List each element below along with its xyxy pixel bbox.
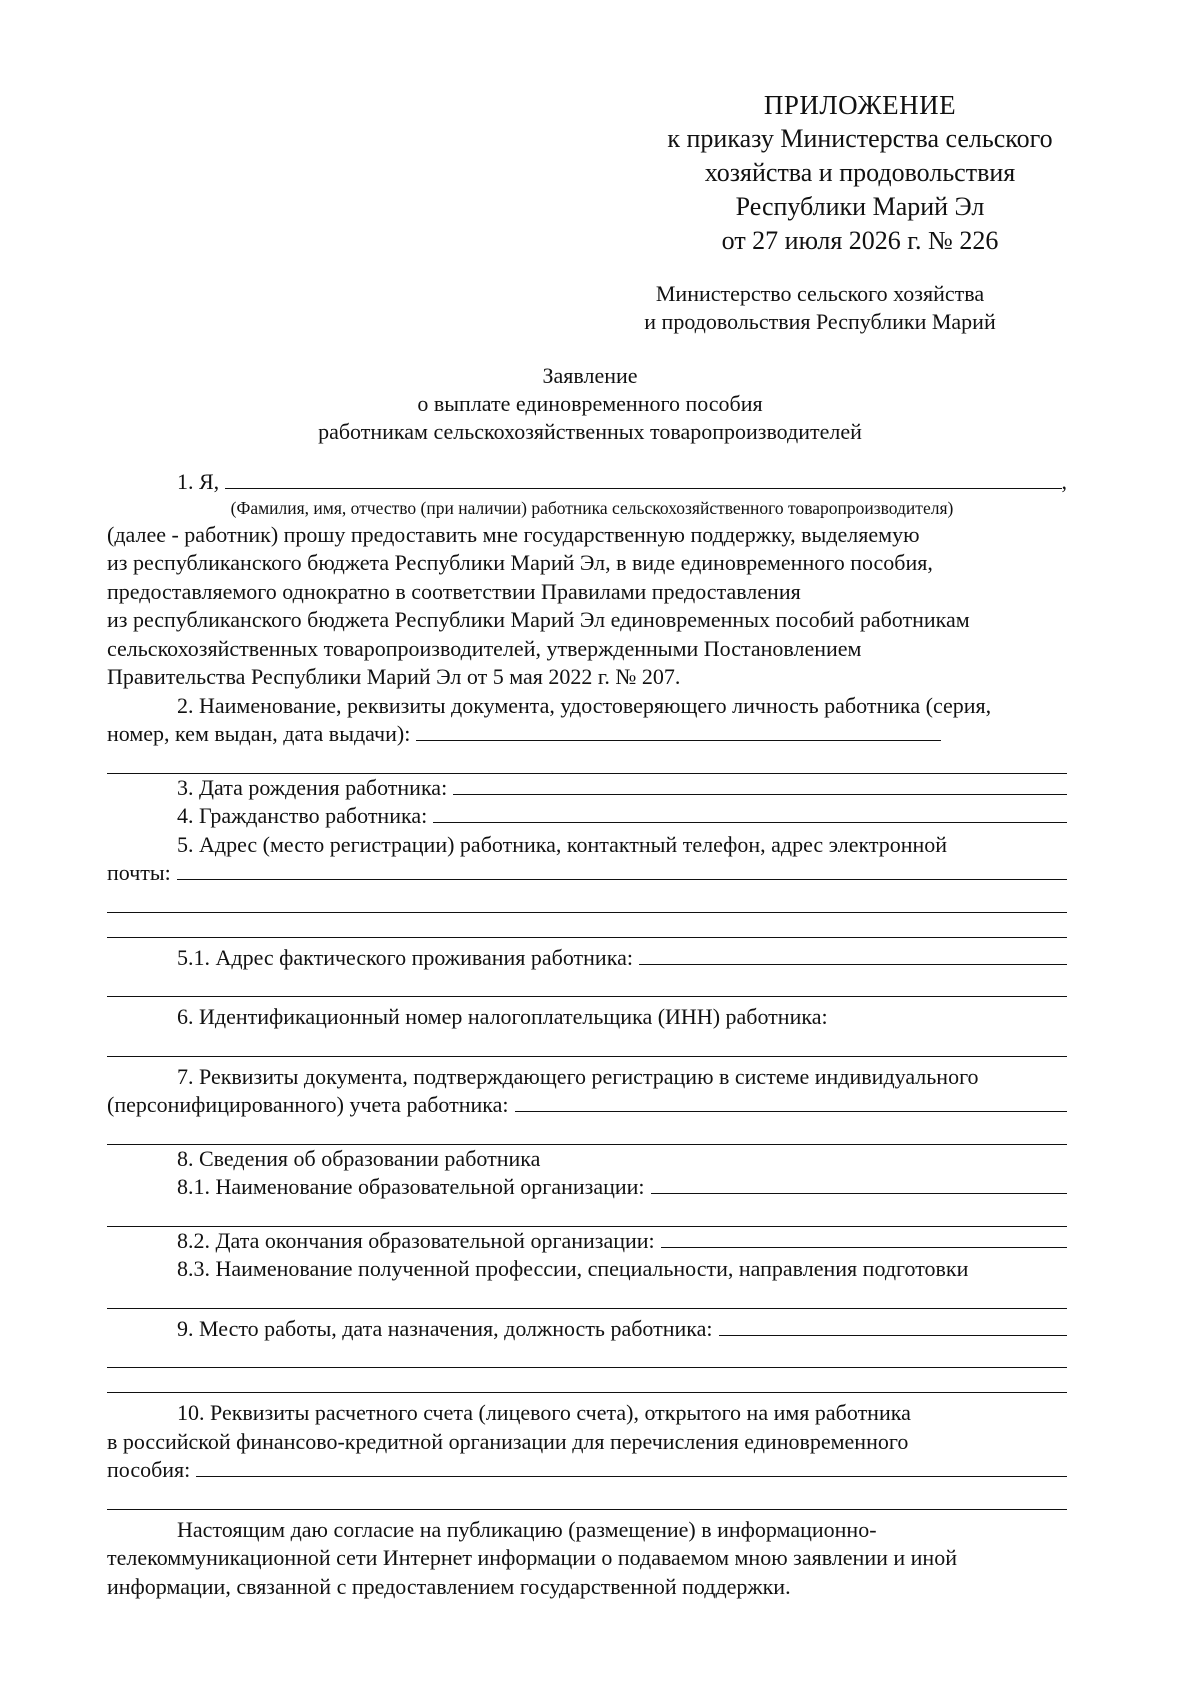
inn-field[interactable] bbox=[107, 1032, 1067, 1057]
registration-address-field-continued[interactable] bbox=[107, 888, 1067, 913]
item-2-text: 2. Наименование, реквизиты документа, удостоверяющего личность работника (серия, bbox=[177, 692, 992, 718]
appendix-line: от 27 июля 2026 г. № 226 bbox=[721, 226, 999, 255]
bank-account-field-continued[interactable] bbox=[107, 1485, 1067, 1510]
item-1-comma: , bbox=[1061, 469, 1067, 494]
item-5-1-label: 5.1. Адрес фактического проживания работника: bbox=[177, 944, 633, 970]
item-10-line bbox=[107, 1456, 1067, 1485]
item-9-line bbox=[107, 1315, 1067, 1344]
bank-account-field[interactable] bbox=[196, 1458, 1067, 1477]
item-8-2-line bbox=[107, 1227, 1067, 1256]
consent-text: Настоящим даю согласие на публикацию (размещение) в информационно- bbox=[177, 1516, 877, 1542]
item-8-1-label: 8.1. Наименование образовательной организации: bbox=[177, 1174, 645, 1199]
item-7-text: 7. Реквизиты документа, подтверждающего регистрацию в системе индивидуального bbox=[177, 1063, 979, 1089]
item-1-text: предоставляемого однократно в соответствии Правилами предоставления bbox=[107, 578, 801, 604]
birth-date-field[interactable] bbox=[453, 776, 1067, 795]
item-1-text: из республиканского бюджета Республики Марий Эл, в виде единовременного пособия, bbox=[107, 550, 933, 575]
heading-line: Заявление bbox=[542, 363, 638, 388]
item-1-line bbox=[107, 468, 1067, 497]
form-body bbox=[107, 468, 1067, 1601]
item-8-3-text: 8.3. Наименование полученной профессии, специальности, направления подготовки bbox=[177, 1256, 969, 1281]
item-4-label: 4. Гражданство работника: bbox=[177, 803, 428, 828]
personal-account-document-field-continued[interactable] bbox=[107, 1120, 1067, 1145]
item-5-label: почты: bbox=[107, 860, 171, 885]
registration-address-field-continued[interactable] bbox=[107, 913, 1067, 938]
consent-text: информации, связанной с предоставлением государственной поддержки. bbox=[107, 1573, 791, 1599]
item-6-text: 6. Идентификационный номер налогоплательщика (ИНН) работника: bbox=[177, 1004, 828, 1029]
item-1-text: сельскохозяйственных товаропроизводителей, утвержденными Постановлением bbox=[107, 635, 862, 661]
addressee-line: и продовольствия Республики Марий bbox=[644, 309, 996, 334]
full-name-caption: (Фамилия, имя, отчество (при наличии) работника сельскохозяйственного товаропроизводителя) bbox=[230, 497, 954, 518]
item-2-label: номер, кем выдан, дата выдачи): bbox=[107, 721, 411, 746]
item-2-line bbox=[107, 720, 1067, 749]
workplace-field-continued[interactable] bbox=[107, 1343, 1067, 1368]
item-8-2-label: 8.2. Дата окончания образовательной организации: bbox=[177, 1227, 655, 1253]
item-7-line bbox=[107, 1091, 1067, 1120]
workplace-field[interactable] bbox=[719, 1317, 1067, 1336]
item-1-text: (далее - работник) прошу предоставить мне государственную поддержку, выделяемую bbox=[107, 521, 920, 547]
actual-address-field-continued[interactable] bbox=[107, 972, 1067, 997]
item-4-line bbox=[107, 802, 1067, 831]
appendix-line: хозяйства и продовольствия bbox=[704, 158, 1016, 187]
appendix-title: ПРИЛОЖЕНИЕ bbox=[763, 90, 957, 120]
actual-address-field[interactable] bbox=[639, 946, 1067, 965]
document-heading bbox=[150, 362, 1030, 446]
item-5-text: 5. Адрес (место регистрации) работника, контактный телефон, адрес электронной bbox=[177, 831, 948, 857]
item-10-text: в российской финансово-кредитной организации для перечисления единовременного bbox=[107, 1428, 909, 1454]
item-1-label: 1. Я, bbox=[177, 469, 220, 494]
identity-document-field-continued[interactable] bbox=[107, 749, 1067, 774]
item-10-label: пособия: bbox=[107, 1457, 191, 1482]
item-5-1-line bbox=[107, 944, 1067, 973]
graduation-date-field[interactable] bbox=[661, 1229, 1067, 1248]
item-7-label: (персонифицированного) учета работника: bbox=[107, 1092, 509, 1117]
item-10-text: 10. Реквизиты расчетного счета (лицевого счета), открытого на имя работника bbox=[177, 1400, 911, 1425]
full-name-field[interactable] bbox=[225, 470, 1061, 489]
item-1-text: Правительства Республики Марий Эл от 5 мая 2022 г. № 207. bbox=[107, 664, 681, 689]
identity-document-field[interactable] bbox=[416, 722, 941, 741]
personal-account-document-field[interactable] bbox=[515, 1093, 1068, 1112]
item-5-line bbox=[107, 859, 1067, 888]
item-9-label: 9. Место работы, дата назначения, должность работника: bbox=[177, 1315, 713, 1341]
appendix-line: к приказу Министерства сельского bbox=[667, 124, 1053, 153]
item-1-text: из республиканского бюджета Республики Марий Эл единовременных пособий работникам bbox=[107, 607, 970, 632]
registration-address-field[interactable] bbox=[177, 861, 1067, 880]
consent-text: телекоммуникационной сети Интернет информации о подаваемом мною заявлении и иной bbox=[107, 1545, 957, 1570]
education-organization-field-continued[interactable] bbox=[107, 1202, 1067, 1227]
appendix-line: Республики Марий Эл bbox=[735, 192, 985, 221]
addressee-block bbox=[590, 280, 1050, 336]
citizenship-field[interactable] bbox=[433, 804, 1067, 823]
item-3-line bbox=[107, 774, 1067, 803]
workplace-field-continued[interactable] bbox=[107, 1368, 1067, 1393]
appendix-block bbox=[640, 88, 1080, 258]
item-8-1-line bbox=[107, 1173, 1067, 1202]
item-8-heading: 8. Сведения об образовании работника bbox=[177, 1145, 541, 1171]
heading-line: работникам сельскохозяйственных товаропроизводителей bbox=[318, 419, 862, 444]
profession-field[interactable] bbox=[107, 1284, 1067, 1309]
addressee-line: Министерство сельского хозяйства bbox=[655, 281, 985, 306]
education-organization-field[interactable] bbox=[651, 1175, 1067, 1194]
heading-line: о выплате единовременного пособия bbox=[417, 391, 763, 416]
item-3-label: 3. Дата рождения работника: bbox=[177, 774, 448, 800]
